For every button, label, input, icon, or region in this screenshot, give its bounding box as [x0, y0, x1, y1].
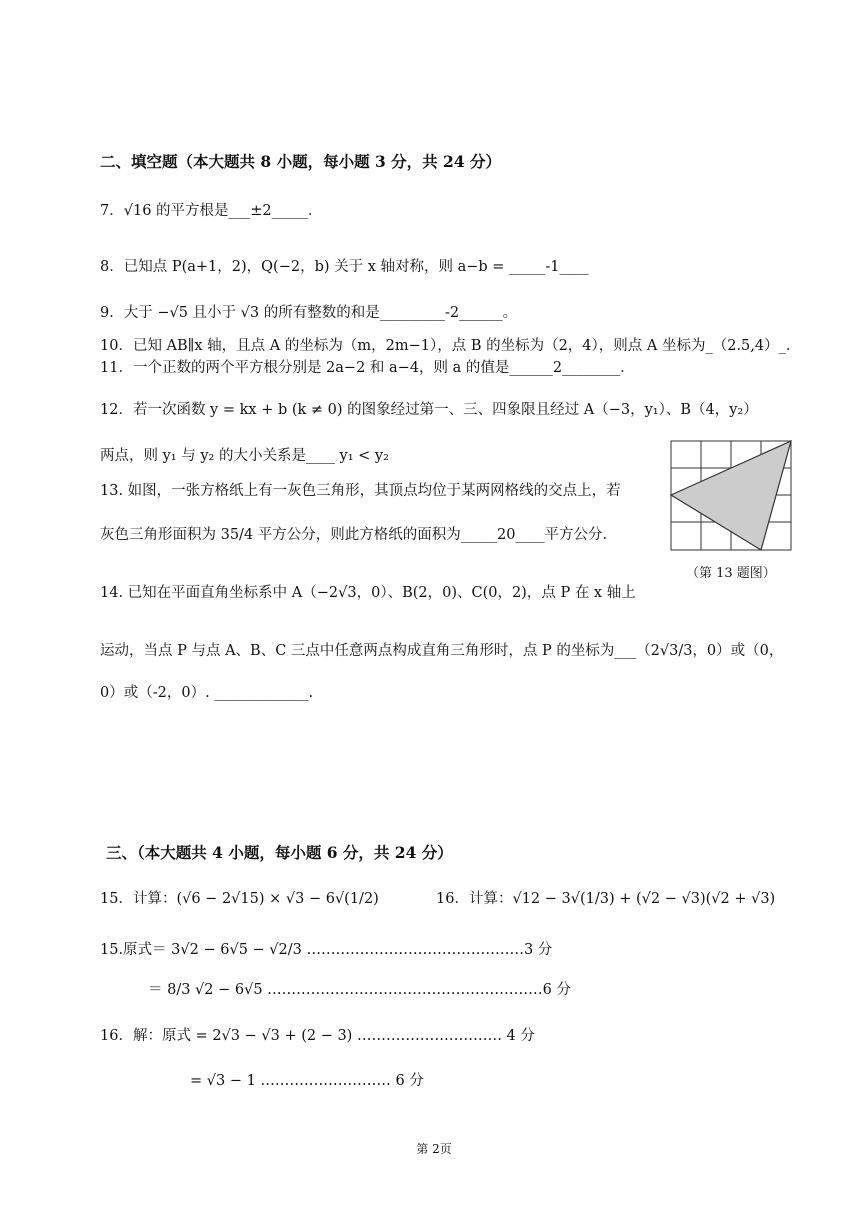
question-15: 15．计算：(√6 − 2√15) × √3 − 6√(1/2) [100, 891, 379, 907]
question-10: 10．已知 AB∥x 轴，且点 A 的坐标为（m，2m−1），点 B 的坐标为（2，4），则点 A 坐标为_（2.5,4）_． [100, 338, 801, 354]
question-13-line2: 灰色三角形面积为 35/4 平方公分，则此方格纸的面积为_____20____平方公分. [100, 527, 608, 543]
solution-15-line2: ＝ 8/3 √2 − 6√5 …………………………………………………6 分 [148, 982, 572, 998]
question-12-line1: 12．若一次函数 y = kx + b (k ≠ 0) 的图象经过第一、三、四象限且经过 A（−3，y₁）、B（4，y₂） [100, 402, 758, 418]
question-14-line2: 运动，当点 P 与点 A、B、C 三点中任意两点构成直角三角形时，点 P 的坐标为___（2√3/3，0）或（0， [100, 643, 784, 659]
solution-15-line1: 15.原式＝ 3√2 − 6√5 − √2/3 ………………………………………3 分 [100, 942, 553, 958]
question-13-line1: 13. 如图，一张方格纸上有一灰色三角形，其顶点均位于某两网格线的交点上，若 [100, 483, 621, 499]
solution-16-line2: = √3 − 1 ……………………… 6 分 [190, 1073, 424, 1089]
question-11: 11．一个正数的两个平方根分别是 2a−2 和 a−4，则 a 的值是______2________． [100, 360, 635, 376]
section3-heading: 三、（本大题共 4 小题，每小题 6 分，共 24 分） [106, 843, 453, 862]
question-14-line1: 14. 已知在平面直角坐标系中 A（−2√3，0）、B(2，0)、C(0，2)，点 P 在 x 轴上 [100, 585, 636, 601]
solution-16-line1: 16．解：原式 = 2√3 − √3 + (2 − 3) ………………………… 4 分 [100, 1028, 535, 1044]
question-8: 8．已知点 P(a+1，2)，Q(−2，b) 关于 x 轴对称，则 a−b = _____-1____ [100, 259, 589, 275]
page-number: 第 2页 [416, 1142, 452, 1156]
grid-triangle-figure [670, 440, 794, 552]
question-9: 9．大于 −√5 且小于 √3 的所有整数的和是_________-2______。 [100, 305, 518, 321]
section2-heading: 二、填空题（本大题共 8 小题，每小题 3 分，共 24 分） [100, 152, 502, 171]
question-16: 16．计算：√12 − 3√(1/3) + (√2 − √3)(√2 + √3) [436, 891, 776, 907]
figure-13-caption: （第 13 题图） [686, 566, 776, 581]
question-7: 7．√16 的平方根是___±2_____． [100, 203, 323, 219]
question-14-line3: 0）或（-2，0）. _____________. [100, 685, 314, 701]
question-12-line2: 两点，则 y₁ 与 y₂ 的大小关系是____ y₁ < y₂ [100, 448, 389, 464]
